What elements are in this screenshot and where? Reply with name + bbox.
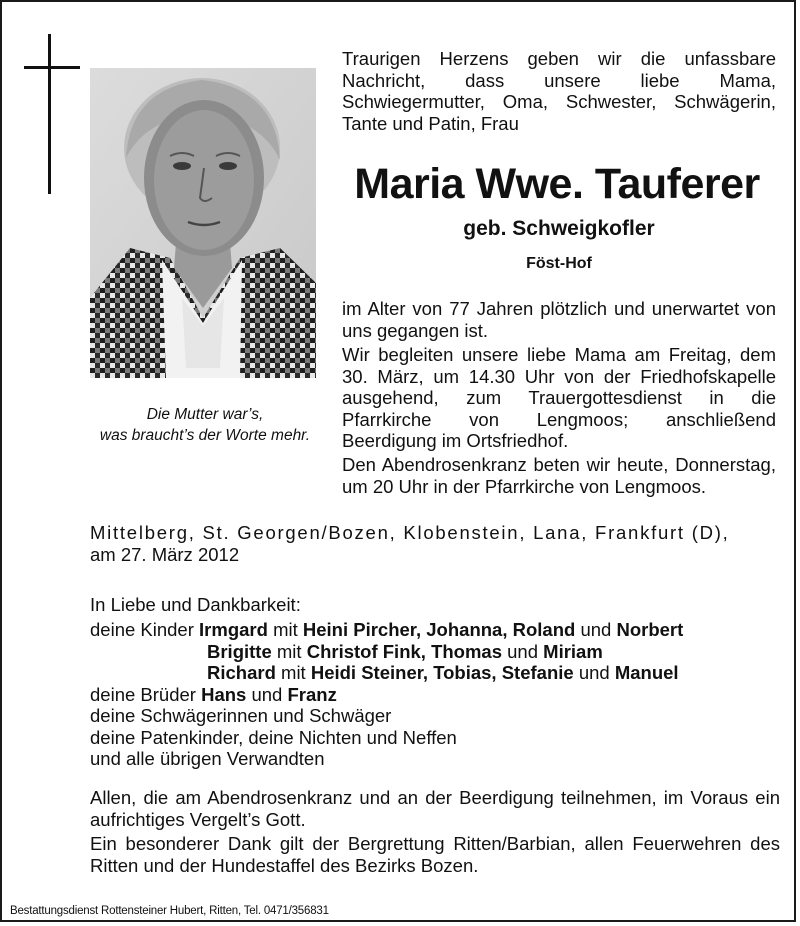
family-row-brigitte: [90, 641, 780, 663]
family-connector: mit: [276, 640, 302, 662]
family-name: Norbert: [616, 619, 684, 640]
family-name: Manuel: [614, 662, 679, 683]
cross-icon-bar: [24, 66, 80, 69]
closing-thanks: Allen, die am Abendrosenkranz und an der Beerdigung teilnehmen, im Voraus ein aufrichtiges Vergelt’s Gott.: [90, 787, 780, 830]
place-line: Mittelberg, St. Georgen/Bozen, Klobenstein, Lana, Frankfurt (D),: [90, 522, 730, 543]
caption-line: Die Mutter war’s,: [146, 406, 264, 423]
family-prefix: deine Kinder: [90, 619, 194, 640]
thanks-heading: In Liebe und Dankbarkeit:: [90, 594, 301, 615]
caption: [82, 404, 328, 446]
family-name: Irmgard: [199, 619, 268, 640]
family-name: Heidi Steiner, Tobias, Stefanie: [310, 662, 574, 683]
family-connector: mit: [273, 619, 298, 640]
funeral-service-footer: Bestattungsdienst Rottensteiner Hubert, Ritten, Tel. 0471/356831: [10, 905, 329, 917]
family-row-richard: [90, 662, 780, 684]
farm-name: Föst-Hof: [526, 255, 592, 272]
family-row-inlaws: deine Schwägerinnen und Schwäger: [90, 705, 392, 726]
portrait-photo: [90, 68, 316, 378]
family-row-godchildren: deine Patenkinder, deine Nichten und Neffen: [90, 726, 457, 748]
family-connector: und: [507, 640, 539, 662]
place-date: [90, 522, 780, 565]
family-list: [90, 619, 780, 770]
rosary-text: Den Abendrosenkranz beten wir heute, Donnerstag, um 20 Uhr in der Pfarrkirche von Lengmoos.: [342, 454, 776, 497]
family-row-relatives: und alle übrigen Verwandten: [90, 748, 325, 769]
family-row-brothers: [90, 684, 780, 706]
intro-text: Traurigen Herzens geben wir die unfassbare Nachricht, dass unsere liebe Mama, Schwiegermutter, Oma, Schwester, Schwägerin, Tante und Patin, Frau: [342, 48, 776, 134]
family-name: Christof Fink, Thomas: [306, 640, 502, 662]
age-text: im Alter von 77 Jahren plötzlich und unerwartet von uns gegangen ist.: [342, 298, 776, 341]
caption-line: was braucht’s der Worte mehr.: [99, 427, 311, 444]
family-connector: mit: [281, 662, 306, 683]
funeral-text: Wir begleiten unsere liebe Mama am Freitag, dem 30. März, um 14.30 Uhr von der Friedhofskapelle ausgehend, zum Trauergottesdienst in die Pfarrkirche von Lengmoos; anschließend Beerdigung im Ortsfriedhof.: [342, 344, 776, 451]
deceased-name: Maria Wwe. Tauferer: [354, 160, 760, 208]
family-name: Franz: [287, 683, 337, 705]
family-connector: und: [578, 662, 610, 683]
cross-icon: [48, 34, 51, 194]
family-name: Brigitte: [207, 640, 272, 662]
date-line: am 27. März 2012: [90, 543, 240, 565]
birth-name: geb. Schweigkofler: [463, 217, 655, 240]
special-thanks: Ein besonderer Dank gilt der Bergrettung Ritten/Barbian, allen Feuerwehren des Ritten und der Hundestaffel des Bezirks Bozen.: [90, 833, 780, 876]
family-name: Miriam: [543, 640, 603, 662]
family-connector: und: [580, 619, 612, 640]
family-name: Richard: [207, 662, 276, 683]
family-name: Heini Pircher, Johanna, Roland: [302, 619, 576, 640]
family-connector: und: [251, 683, 283, 705]
family-row-irmgard: [90, 619, 780, 641]
family-prefix: deine Brüder: [90, 683, 196, 705]
family-name: Hans: [201, 683, 247, 705]
